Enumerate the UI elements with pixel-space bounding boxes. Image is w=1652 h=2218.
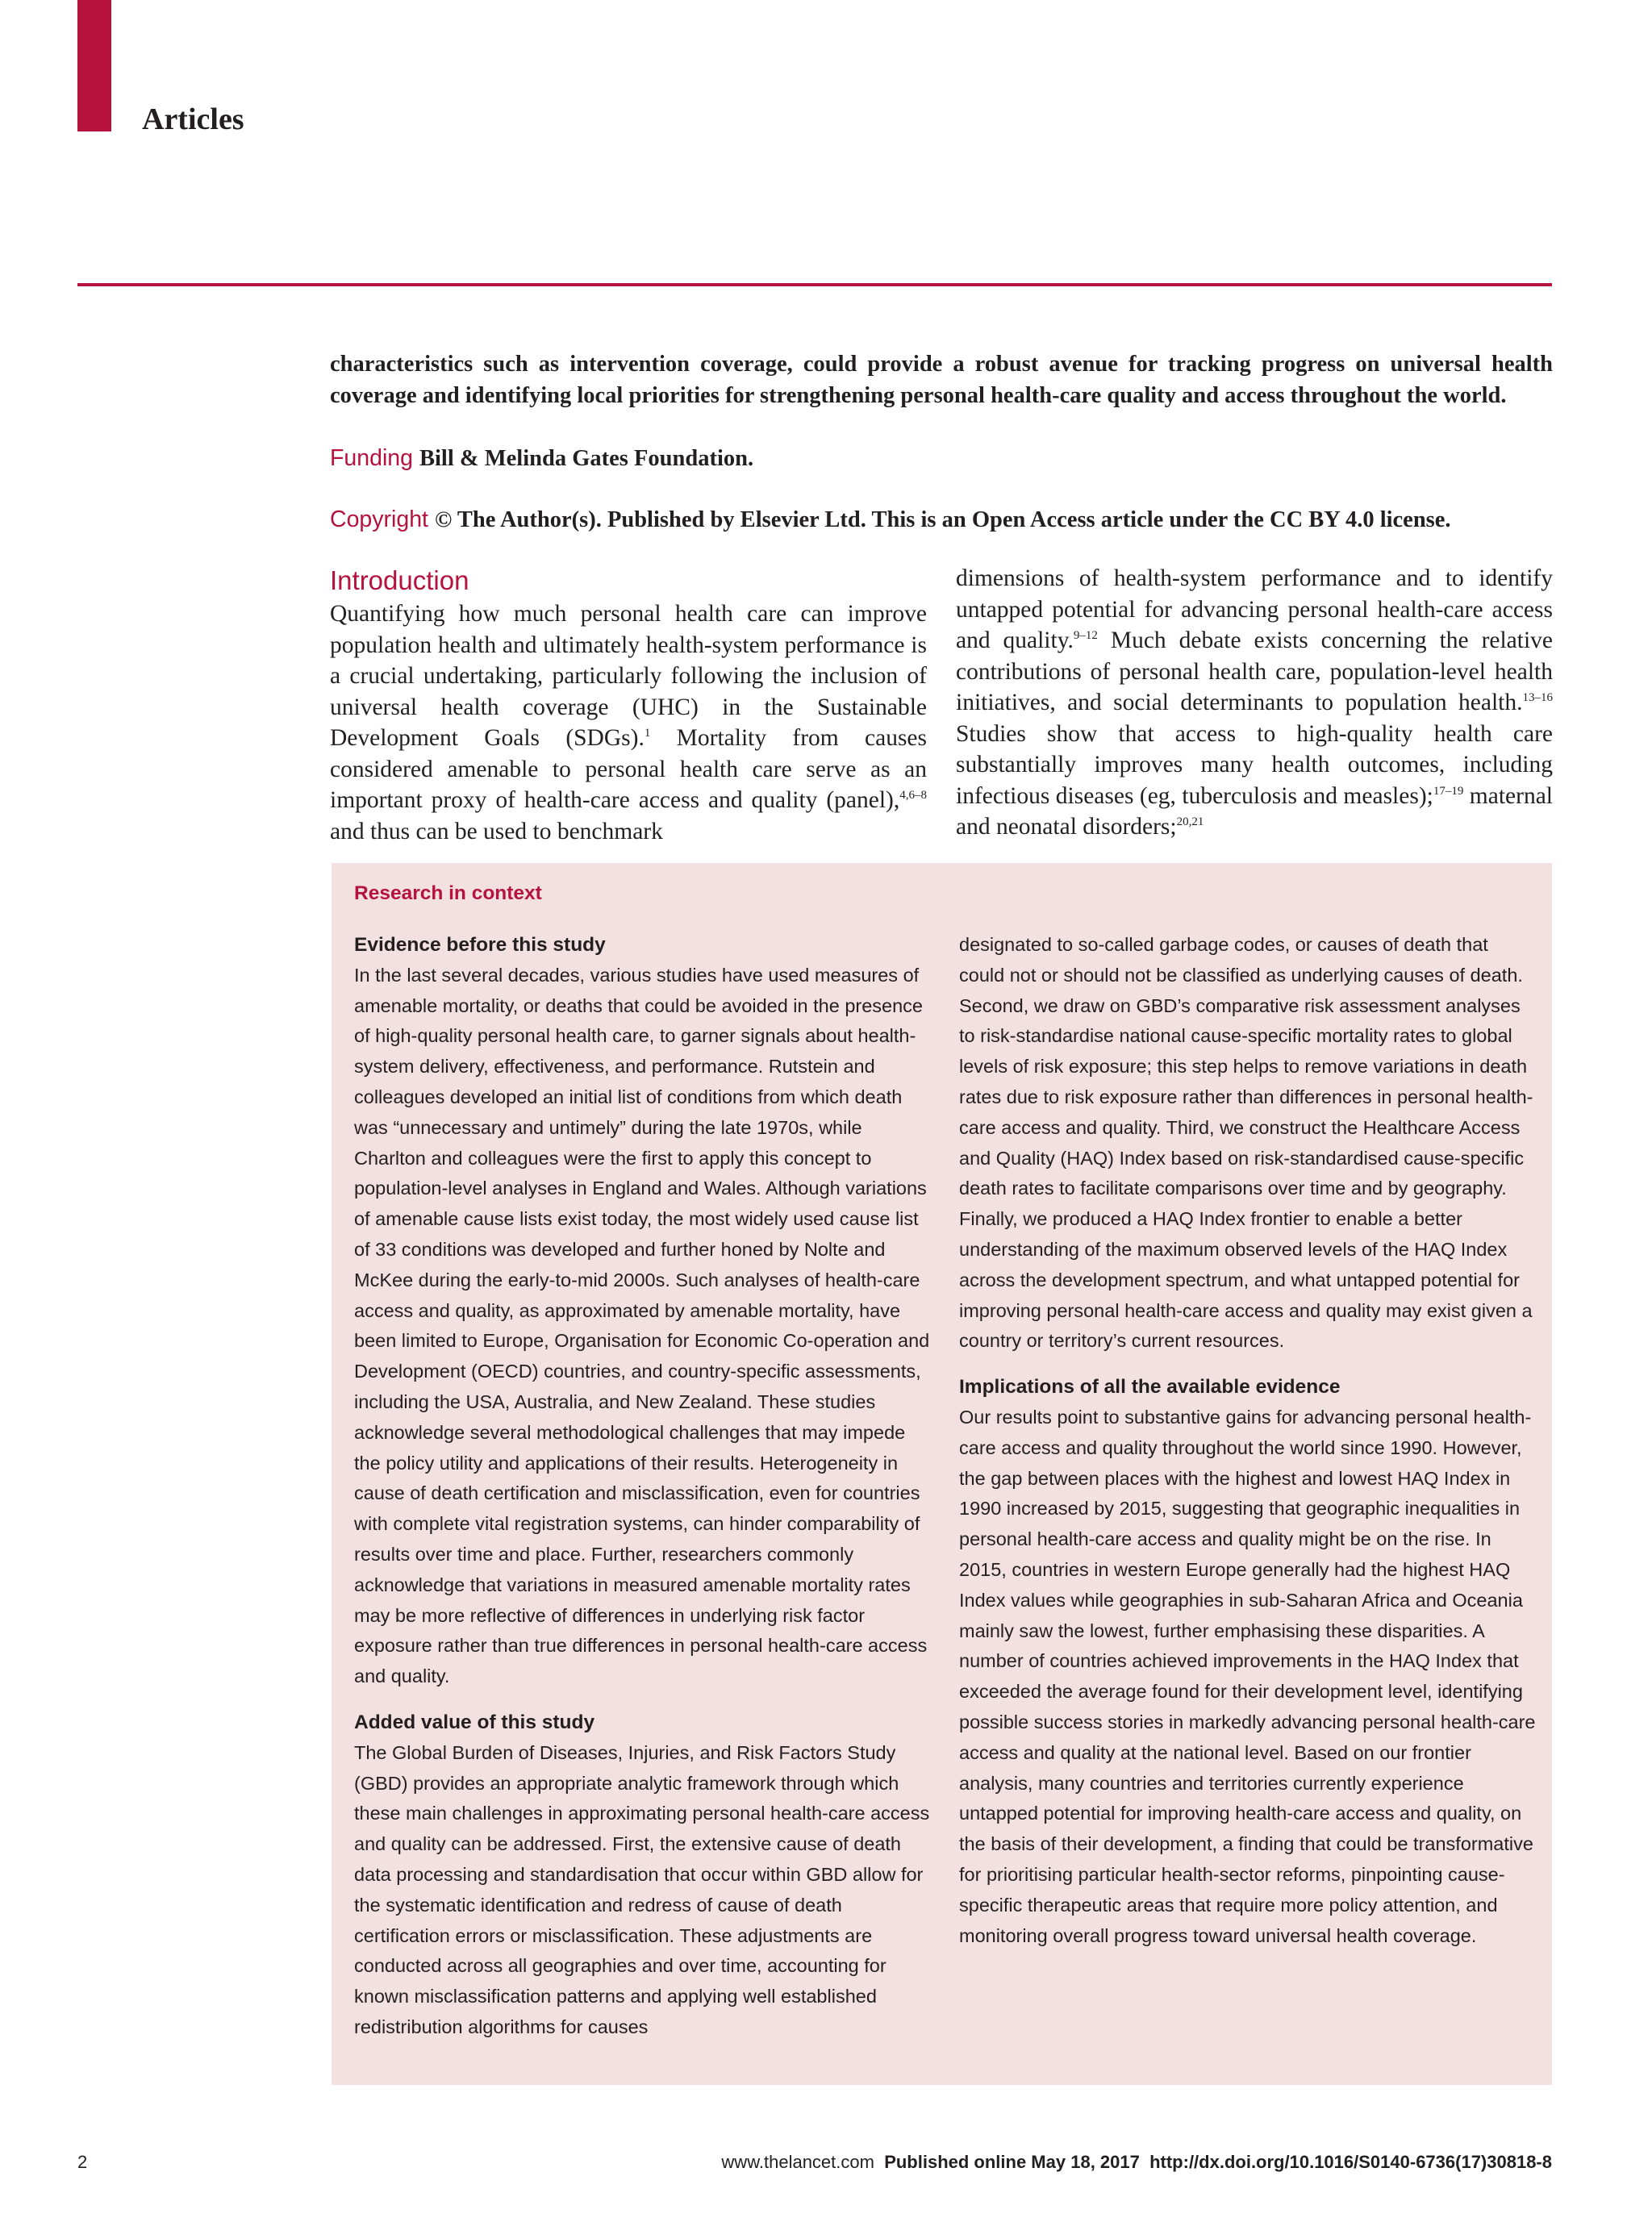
copyright-line bbox=[330, 507, 1553, 533]
intro-ref-4[interactable]: 13–16 bbox=[1522, 691, 1553, 705]
introduction-left-column bbox=[330, 563, 927, 847]
abstract-interpretation-tail: characteristics such as intervention coverage, could provide a robust avenue for tracking progress on universal health coverage and identifying local priorities for strengthening personal health-care quality and access throughout the world. bbox=[330, 352, 1553, 408]
intro-text-1: Quantifying how much personal health care can improve population health and ultimately health-system performance is a crucial undertaking, particularly following the inclusion of universal health coverage (UHC) in the Sustainable Development Goals (SDGs). bbox=[330, 601, 927, 751]
page-number: 2 bbox=[77, 2152, 88, 2172]
intro-text-4: Much debate exists concerning the relative contributions of personal health care, population-level health initiatives, and social determinants to population health. bbox=[956, 627, 1554, 715]
implications-text: Our results point to substantive gains for advancing personal health-care access and quality throughout the world since 1990. However, the gap between places with the highest and lowest HAQ Index in 1990 increased by 2015, suggesting that geographic inequalities in personal health-care access and quality might be on the rise. In 2015, countries in western Europe generally had the highest HAQ Index values while geographies in sub-Saharan Africa and Oceania mainly saw the lowest, further emphasising these disparities. A number of countries achieved improvements in the HAQ Index that exceeded the average found for their development level, identifying possible success stories in markedly advancing personal health-care access and quality at the national level. Based on our frontier analysis, many countries and territories currently experience untapped potential for improving health-care access and quality, on the basis of their development, a finding that could be transformative for prioritising particular health-sector reforms, pinpointing cause-specific therapeutic areas that require more policy attention, and monitoring overall progress toward universal health coverage. bbox=[959, 1406, 1536, 1946]
introduction-right-column bbox=[956, 563, 1553, 843]
intro-text-2: Mortality from causes considered amenable to personal health care serve as an important proxy of health-care access and quality (panel), bbox=[330, 725, 927, 813]
added-value-text-part1: The Global Burden of Diseases, Injuries, and Risk Factors Study (GBD) provides an appropriate analytic framework through which these main challenges in approximating personal health-care access and quality can be addressed. First, the extensive cause of death data processing and standardisation that occur within GBD allow for the systematic identification and redress of cause of death certification errors or misclassification. These adjustments are conducted across all geographies and over time, accounting for known misclassification patterns and applying well established redistribution algorithms for causes bbox=[354, 1741, 930, 2037]
intro-text-3b: dimensions of health-system performance and to identify untapped potential for advancing personal health-care access and quality. bbox=[956, 565, 1553, 653]
introduction-paragraph-part2 bbox=[956, 563, 1553, 843]
intro-text-6: maternal and neonatal disorders; bbox=[956, 782, 1553, 840]
footer-site-link[interactable]: www.thelancet.com bbox=[721, 2152, 874, 2172]
funding-line bbox=[330, 445, 1553, 472]
research-in-context-panel bbox=[332, 863, 1552, 2085]
header-rule bbox=[77, 283, 1552, 286]
added-value-heading: Added value of this study bbox=[354, 1711, 595, 1733]
funding-label: Funding bbox=[330, 445, 413, 471]
section-label: Articles bbox=[142, 102, 244, 136]
evidence-text: In the last several decades, various studies have used measures of amenable mortality, or deaths that could be avoided in the presence of high-quality personal health care, to garner signals about health-system delivery, effectiveness, and performance. Rutstein and colleagues developed an initial list of conditions from which death was “unnecessary and untimely” during the late 1970s, while Charlton and colleagues were the first to apply this concept to population-level analyses in England and Wales. Although variations of amenable cause lists exist today, the most widely used cause list of 33 conditions was developed and further honed by Nolte and McKee during the early-to-mid 2000s. Such analyses of health-care access and quality, as approximated by amenable mortality, have been limited to Europe, Organisation for Economic Co-operation and Development (OECD) countries, and country-specific assessments, including the USA, Australia, and New Zealand. These studies acknowledge several methodological challenges that may impede the policy utility and applications of their results. Heterogeneity in cause of death certification and misclassification, even for countries with complete vital registration systems, can hinder comparability of results over time and place. Further, researchers commonly acknowledge that variations in measured amenable mortality rates may be more reflective of differences in underlying risk factor exposure rather than true differences in personal health-care access and quality. bbox=[354, 964, 930, 1687]
section-color-bar bbox=[77, 0, 111, 131]
introduction-heading: Introduction bbox=[330, 565, 469, 595]
intro-ref-3[interactable]: 9–12 bbox=[1073, 629, 1098, 643]
implications-heading: Implications of all the available evidence bbox=[959, 1376, 1341, 1399]
intro-ref-1[interactable]: 1 bbox=[644, 727, 651, 740]
intro-ref-5[interactable]: 17–19 bbox=[1433, 784, 1464, 798]
footer-published-date: Published online May 18, 2017 bbox=[884, 2152, 1140, 2172]
intro-text-5: Studies show that access to high-quality health care substantially improves many health outcomes, including infectious diseases (eg, tuberculosis and measles); bbox=[956, 720, 1553, 809]
footer-doi-link[interactable]: http://dx.doi.org/10.1016/S0140-6736(17)30818-8 bbox=[1149, 2152, 1552, 2172]
footer-citation bbox=[721, 2152, 1552, 2173]
evidence-heading: Evidence before this study bbox=[354, 934, 606, 956]
intro-text-3a: and thus can be used to benchmark bbox=[330, 818, 663, 844]
copyright-label: Copyright bbox=[330, 507, 428, 532]
funding-text: Bill & Melinda Gates Foundation. bbox=[419, 446, 754, 471]
intro-ref-6[interactable]: 20,21 bbox=[1176, 815, 1204, 829]
panel-title: Research in context bbox=[354, 882, 542, 904]
intro-ref-2[interactable]: 4,6–8 bbox=[899, 789, 927, 803]
copyright-text: © The Author(s). Published by Elsevier Ltd. This is an Open Access article under the CC BY 4.0 license. bbox=[434, 507, 1451, 532]
introduction-paragraph-part1 bbox=[330, 598, 927, 847]
panel-left-column bbox=[354, 930, 932, 2058]
panel-right-column bbox=[959, 930, 1537, 1966]
added-value-text-part2: designated to so-called garbage codes, or causes of death that could not or should not be classified as underlying causes of death. Second, we draw on GBD’s comparative risk assessment analyses to risk-standardise national cause-specific mortality rates to global levels of risk exposure; this step helps to remove variations in death rates due to risk exposure rather than differences in personal health-care access and quality. Third, we construct the Healthcare Access and Quality (HAQ) Index based on risk-standardised cause-specific death rates to facilitate comparisons over time and by geography. Finally, we produced a HAQ Index frontier to enable a better understanding of the maximum observed levels of the HAQ Index across the development spectrum, and what untapped potential for improving personal health-care access and quality may exist given a country or territory’s current resources. bbox=[959, 934, 1533, 1352]
